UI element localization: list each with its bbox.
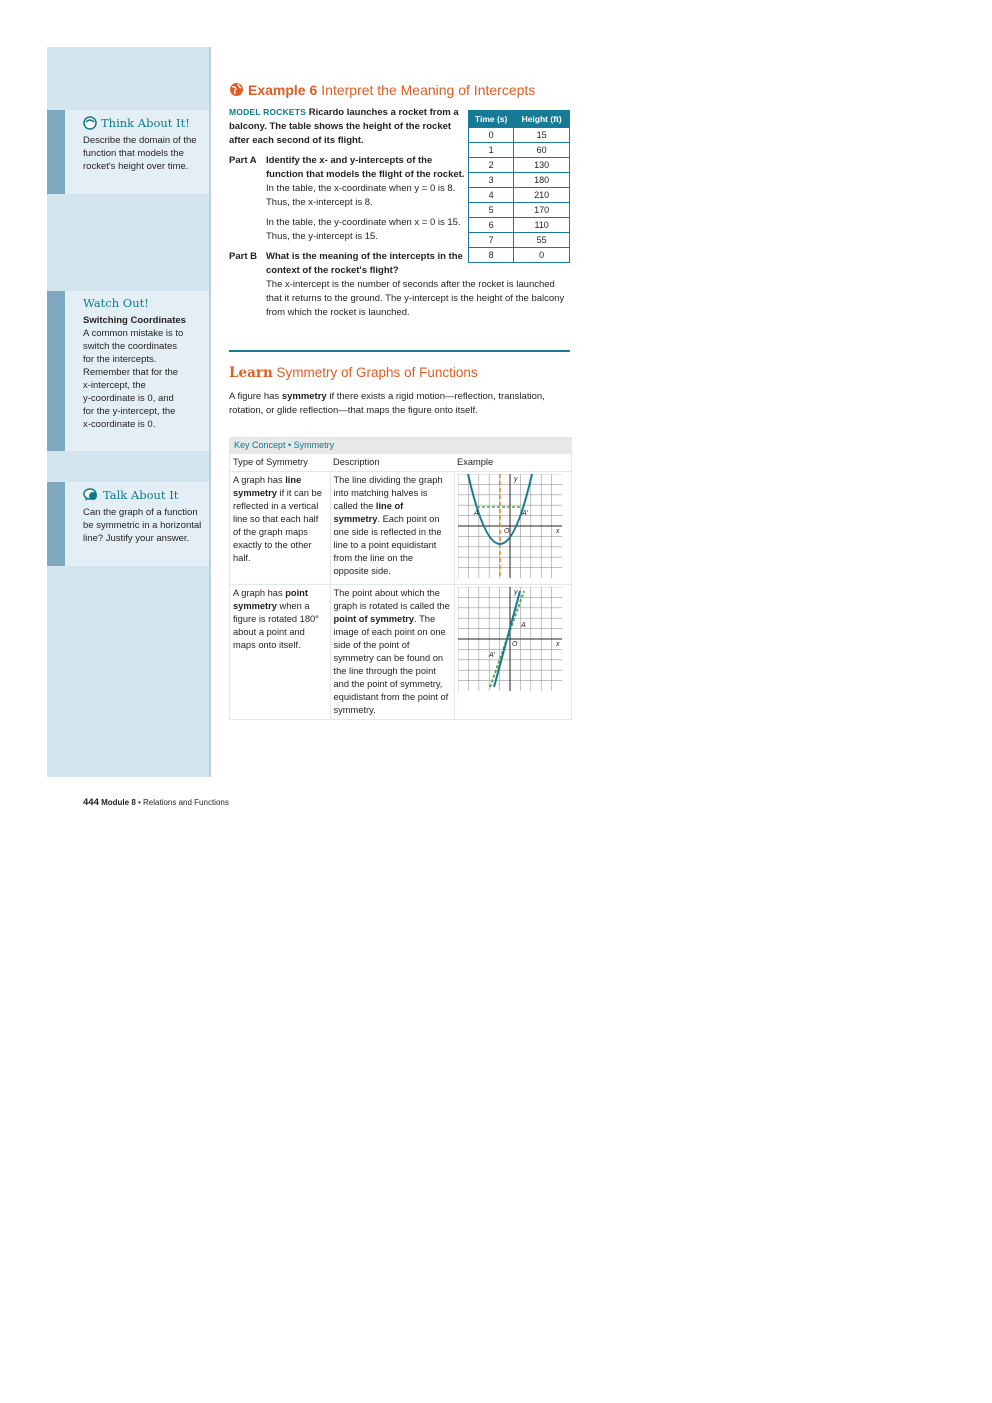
table-row: 6 110 [469, 218, 570, 233]
line-symmetry-type: A graph has line symmetry if it can be reflected in a vertical line so that each half of the graph maps exactly to the other half. [230, 472, 330, 585]
watch-line: A common mistake is to [83, 328, 184, 339]
learn-heading [229, 365, 478, 381]
table-header-time: Time (s) [469, 111, 514, 128]
point-symmetry-graph [458, 587, 562, 691]
page-footer: 444 Module 8 • Relations and Functions [83, 797, 229, 808]
think-icon [83, 116, 97, 130]
column-header: Description [330, 454, 454, 472]
x-axis-label: x [555, 528, 559, 535]
table-row: 3 180 [469, 173, 570, 188]
x-axis-label: x [555, 641, 559, 648]
module-title: Relations and Functions [143, 798, 229, 807]
table-row: 8 0 [469, 248, 570, 263]
partA-label: Part A [229, 155, 257, 166]
watch-line: for the intercepts. [83, 354, 157, 365]
learn-text: A figure has symmetry if there exists a rigid motion—reflection, translation, rotation, or glide reflection—that maps the figure onto itself. [229, 391, 545, 416]
module-label: Module 8 [101, 798, 136, 807]
table-row [230, 472, 571, 585]
partA-answer-2: In the table, the y-coordinate when x = 0 is 15. Thus, the y-intercept is 15. [266, 217, 461, 242]
table-row: 2 130 [469, 158, 570, 173]
example-intro: Ricardo launches a rocket from a balcony. The table shows the height of the rocket after each second of its flight. [229, 107, 459, 146]
watch-line: Remember that for the [83, 367, 179, 378]
point-symmetry-description: The point about which the graph is rotated is called the point of symmetry. The image of each point on one side of the point of symmetry can be found on the line through the point and the point of symmetry, equidistant from the point of symmetry. [330, 585, 454, 720]
think-about-it-box [47, 110, 209, 194]
partB-question: What is the meaning of the intercepts in the context of the rocket's flight? [266, 251, 463, 276]
partA-answer-1: In the table, the x-coordinate when y = 0 is 8. Thus, the x-intercept is 8. [266, 183, 456, 208]
point-a-label: A [473, 510, 479, 517]
y-axis-label: y [513, 476, 517, 483]
partA-question: Identify the x- and y-intercepts of the function that models the flight of the rocket. [266, 155, 465, 180]
example-title: Interpret the Meaning of Intercepts [321, 81, 536, 98]
column-header: Type of Symmetry [230, 454, 330, 472]
origin-label: O [511, 641, 517, 648]
example-heading [229, 82, 571, 97]
table-row: 7 55 [469, 233, 570, 248]
line-symmetry-graph [458, 474, 562, 578]
table-row [230, 585, 571, 720]
point-symmetry-type: A graph has point symmetry when a figure is rotated 180° about a point and maps onto itself. [230, 585, 330, 720]
table-header-height: Height (ft) [514, 111, 570, 128]
rocket-height-table [468, 110, 570, 263]
line-symmetry-description: The line dividing the graph into matching halves is called the line of symmetry. Each point on one side is reflected in the line to a point equidistant from the line on the opposite side. [330, 472, 454, 585]
watch-line: x-coordinate is 0. [83, 419, 156, 430]
think-text: Describe the domain of the function that models the rocket's height over time. [83, 135, 197, 172]
talk-icon [83, 488, 99, 502]
example-label: Example 6 [248, 81, 318, 98]
watch-title: Watch Out! [83, 296, 149, 310]
column-header: Example [454, 454, 571, 472]
learn-label: Learn [229, 365, 273, 381]
table-row: 5 170 [469, 203, 570, 218]
watch-out-box [47, 291, 209, 451]
key-concept-header: Key Concept • Symmetry [230, 438, 571, 454]
watch-line: y-coordinate is 0, and [83, 393, 174, 404]
globe-icon [229, 82, 244, 97]
talk-text: Can the graph of a function be symmetric in a horizontal line? Justify your answer. [83, 507, 202, 544]
key-concept-box [229, 437, 572, 720]
y-axis-label: y [513, 589, 517, 596]
talk-title: Talk About It [103, 487, 179, 502]
symmetry-table [230, 454, 571, 719]
partB-label: Part B [229, 251, 257, 262]
point-a-prime-label: A′ [521, 510, 528, 517]
watch-line: x-intercept, the [83, 380, 146, 391]
table-row: 1 60 [469, 143, 570, 158]
page-number: 444 [83, 797, 99, 808]
watch-subtitle: Switching Coordinates [83, 315, 186, 326]
example-tag: MODEL ROCKETS [229, 107, 307, 117]
partB-answer: The x-intercept is the number of seconds after the rocket is launched that it returns to the ground. The y-intercept is the height of the balcony from which the rocket is launched. [266, 279, 565, 318]
watch-line: switch the coordinates [83, 341, 177, 352]
section-divider [229, 350, 570, 352]
point-a-label: A [520, 622, 526, 629]
point-a-prime-label: A′ [488, 652, 495, 659]
think-title: Think About It! [101, 115, 190, 130]
table-row: 0 15 [469, 128, 570, 143]
learn-title: Symmetry of Graphs of Functions [276, 365, 478, 380]
table-row: 4 210 [469, 188, 570, 203]
watch-line: for the y-intercept, the [83, 406, 176, 417]
talk-about-it-box [47, 482, 209, 566]
origin-label: O [503, 528, 509, 535]
